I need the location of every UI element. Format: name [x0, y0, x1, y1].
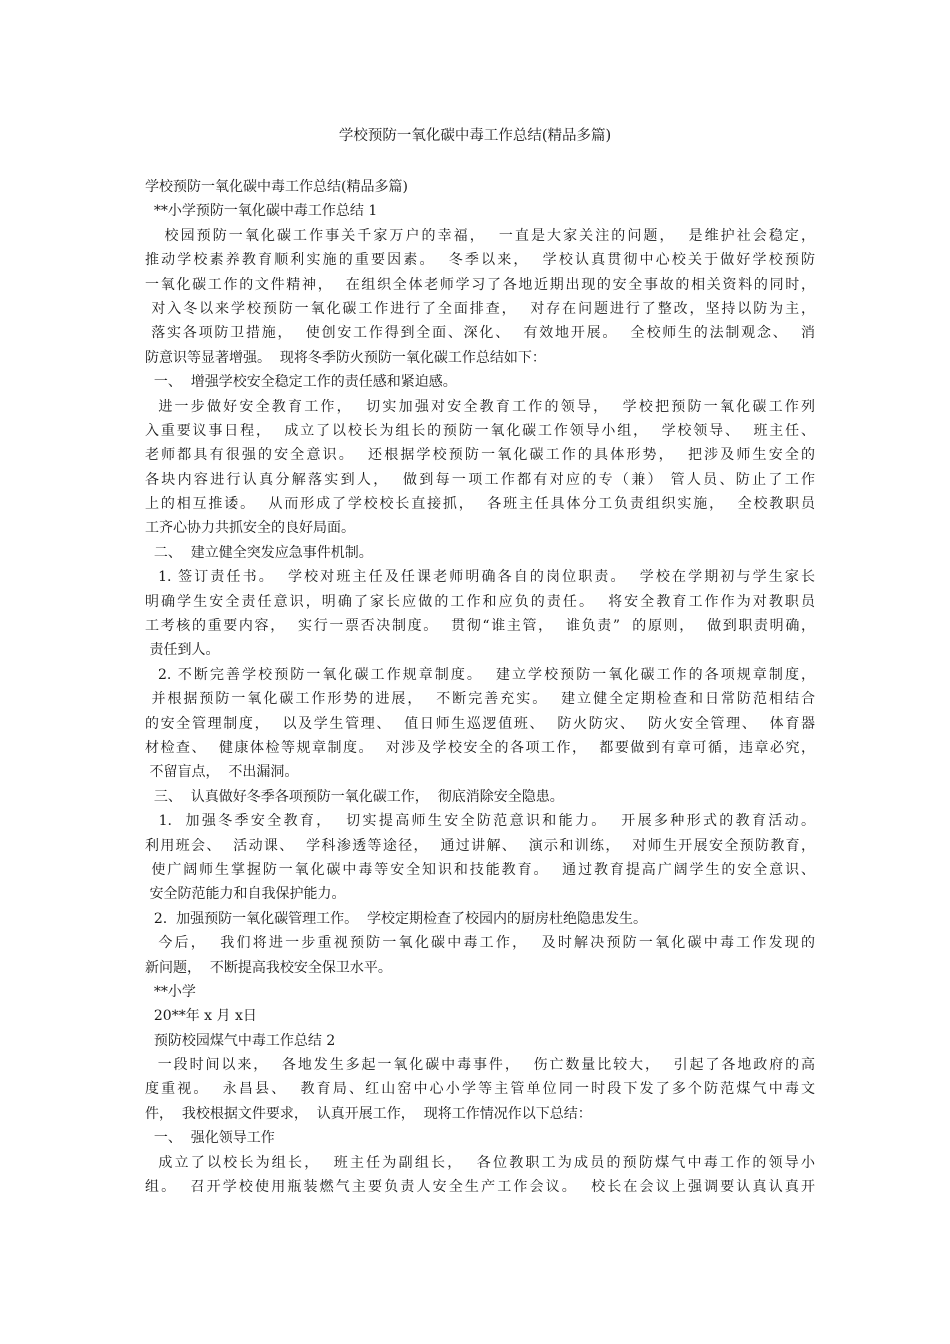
- text-line: 预防校园煤气中毒工作总结 2: [145, 1032, 336, 1049]
- text-line: 二、 建立健全突发应急事件机制。: [145, 544, 373, 561]
- text-line: 一段时间以来， 各地发生多起一氧化碳中毒事件， 伤亡数量比较大， 引起了各地政府的高: [145, 1057, 815, 1074]
- text-line: 2. 加强预防一氧化碳管理工作。 学校定期检查了校园内的厨房杜绝隐患发生。: [145, 910, 648, 927]
- text-line: 推动学校素养教育顺利实施的重要因素。 冬季以来， 学校认真贯彻中心校关于做好学校预防: [145, 252, 815, 269]
- text-line: 进一步做好安全教育工作， 切实加强对安全教育工作的领导， 学校把预防一氧化碳工作列: [145, 398, 815, 415]
- text-line: 工齐心协力共抓安全的良好局面。: [145, 520, 355, 537]
- text-line: 1. 签订责任书。 学校对班主任及任课老师明确各自的岗位职责。 学校在学期初与学生家长: [145, 569, 815, 586]
- text-line: 三、 认真做好冬季各项预防一氧化碳工作， 彻底消除安全隐患。: [145, 788, 564, 805]
- text-line: 的安全管理制度， 以及学生管理、 值日师生巡逻值班、 防火防灾、 防火安全管理、 体育器: [145, 715, 815, 732]
- text-line: 校园预防一氧化碳工作事关千家万户的幸福， 一直是大家关注的问题， 是维护社会稳定，: [145, 227, 815, 244]
- text-line: 材检查、 健康体检等规章制度。 对涉及学校安全的各项工作， 都要做到有章可循，违章必究，: [145, 739, 815, 756]
- text-line: 2. 不断完善学校预防一氧化碳工作规章制度。 建立学校预防一氧化碳工作的各项规章制度，: [145, 666, 815, 683]
- text-line: 20**年 x 月 x日: [145, 1008, 257, 1025]
- text-line: 新问题， 不断提高我校安全保卫水平。: [145, 959, 392, 976]
- text-line: **小学预防一氧化碳中毒工作总结 1: [145, 203, 378, 220]
- text-line: 利用班会、 活动课、 学科渗透等途径， 通过讲解、 演示和训练， 对师生开展安全预防教育，: [145, 837, 815, 854]
- text-line: 今后， 我们将进一步重视预防一氧化碳中毒工作， 及时解决预防一氧化碳中毒工作发现的: [145, 935, 815, 952]
- text-line: 上的相互推诿。 从而形成了学校校长直接抓， 各班主任具体分工负责组织实施， 全校教职员: [145, 496, 815, 513]
- text-line: 并根据预防一氧化碳工作形势的进展， 不断完善充实。 建立健全定期检查和日常防范相结合: [145, 691, 815, 708]
- text-line: 对入冬以来学校预防一氧化碳工作进行了全面排查， 对存在问题进行了整改，坚持以防为主，: [145, 300, 815, 317]
- text-line: 落实各项防卫措施， 使创安工作得到全面、深化、 有效地开展。 全校师生的法制观念、 消: [145, 325, 815, 342]
- text-line: **小学: [145, 983, 196, 1000]
- document-body: [145, 175, 815, 1199]
- text-line: 不留盲点， 不出漏洞。: [145, 764, 299, 781]
- page-title: 学校预防一氧化碳中毒工作总结(精品多篇): [338, 128, 612, 144]
- text-line: 老师都具有很强的安全意识。 还根据学校预防一氧化碳工作的具体形势， 把涉及师生安全的: [145, 447, 815, 464]
- text-line: 工考核的重要内容， 实行一票否决制度。 贯彻“谁主管， 谁负责” 的原则， 做到职责明确，: [145, 618, 815, 635]
- text-line: 安全防范能力和自我保护能力。: [145, 886, 346, 903]
- text-line: 成立了以校长为组长， 班主任为副组长， 各位教职工为成员的预防煤气中毒工作的领导小: [145, 1154, 815, 1171]
- text-line: 一氧化碳工作的文件精神， 在组织全体老师学习了各地近期出现的安全事故的相关资料的同时，: [145, 276, 815, 293]
- text-line: 责任到人。: [145, 642, 220, 659]
- text-line: 各块内容进行认真分解落实到人， 做到每一项工作都有对应的专（兼） 管人员、防止了工作: [145, 471, 815, 488]
- text-line: 一、 强化领导工作: [145, 1130, 275, 1147]
- text-line: 一、 增强学校安全稳定工作的责任感和紧迫感。: [145, 374, 457, 391]
- text-line: 学校预防一氧化碳中毒工作总结(精品多篇): [145, 179, 408, 195]
- text-line: 1. 加强冬季安全教育， 切实提高师生安全防范意识和能力。 开展多种形式的教育活动。: [145, 813, 815, 830]
- text-line: 件， 我校根据文件要求， 认真开展工作， 现将工作情况作以下总结：: [145, 1105, 592, 1122]
- text-line: 使广阔师生掌握防一氧化碳中毒等安全知识和技能教育。 通过教育提高广阔学生的安全意识、: [145, 861, 815, 878]
- text-line: 入重要议事日程， 成立了以校长为组长的预防一氧化碳工作领导小组， 学校领导、 班主任、: [145, 422, 815, 439]
- text-line: 明确学生安全责任意识，明确了家长应做的工作和应负的责任。 将安全教育工作作为对教职员: [145, 593, 815, 610]
- text-line: 组。 召开学校使用瓶装燃气主要负责人安全生产工作会议。 校长在会议上强调要认真认真开: [145, 1179, 815, 1196]
- text-line: 度重视。 永昌县、 教育局、红山窑中心小学等主管单位同一时段下发了多个防范煤气中毒文: [145, 1081, 815, 1098]
- text-line: 防意识等显著增强。 现将冬季防火预防一氧化碳工作总结如下：: [145, 349, 546, 366]
